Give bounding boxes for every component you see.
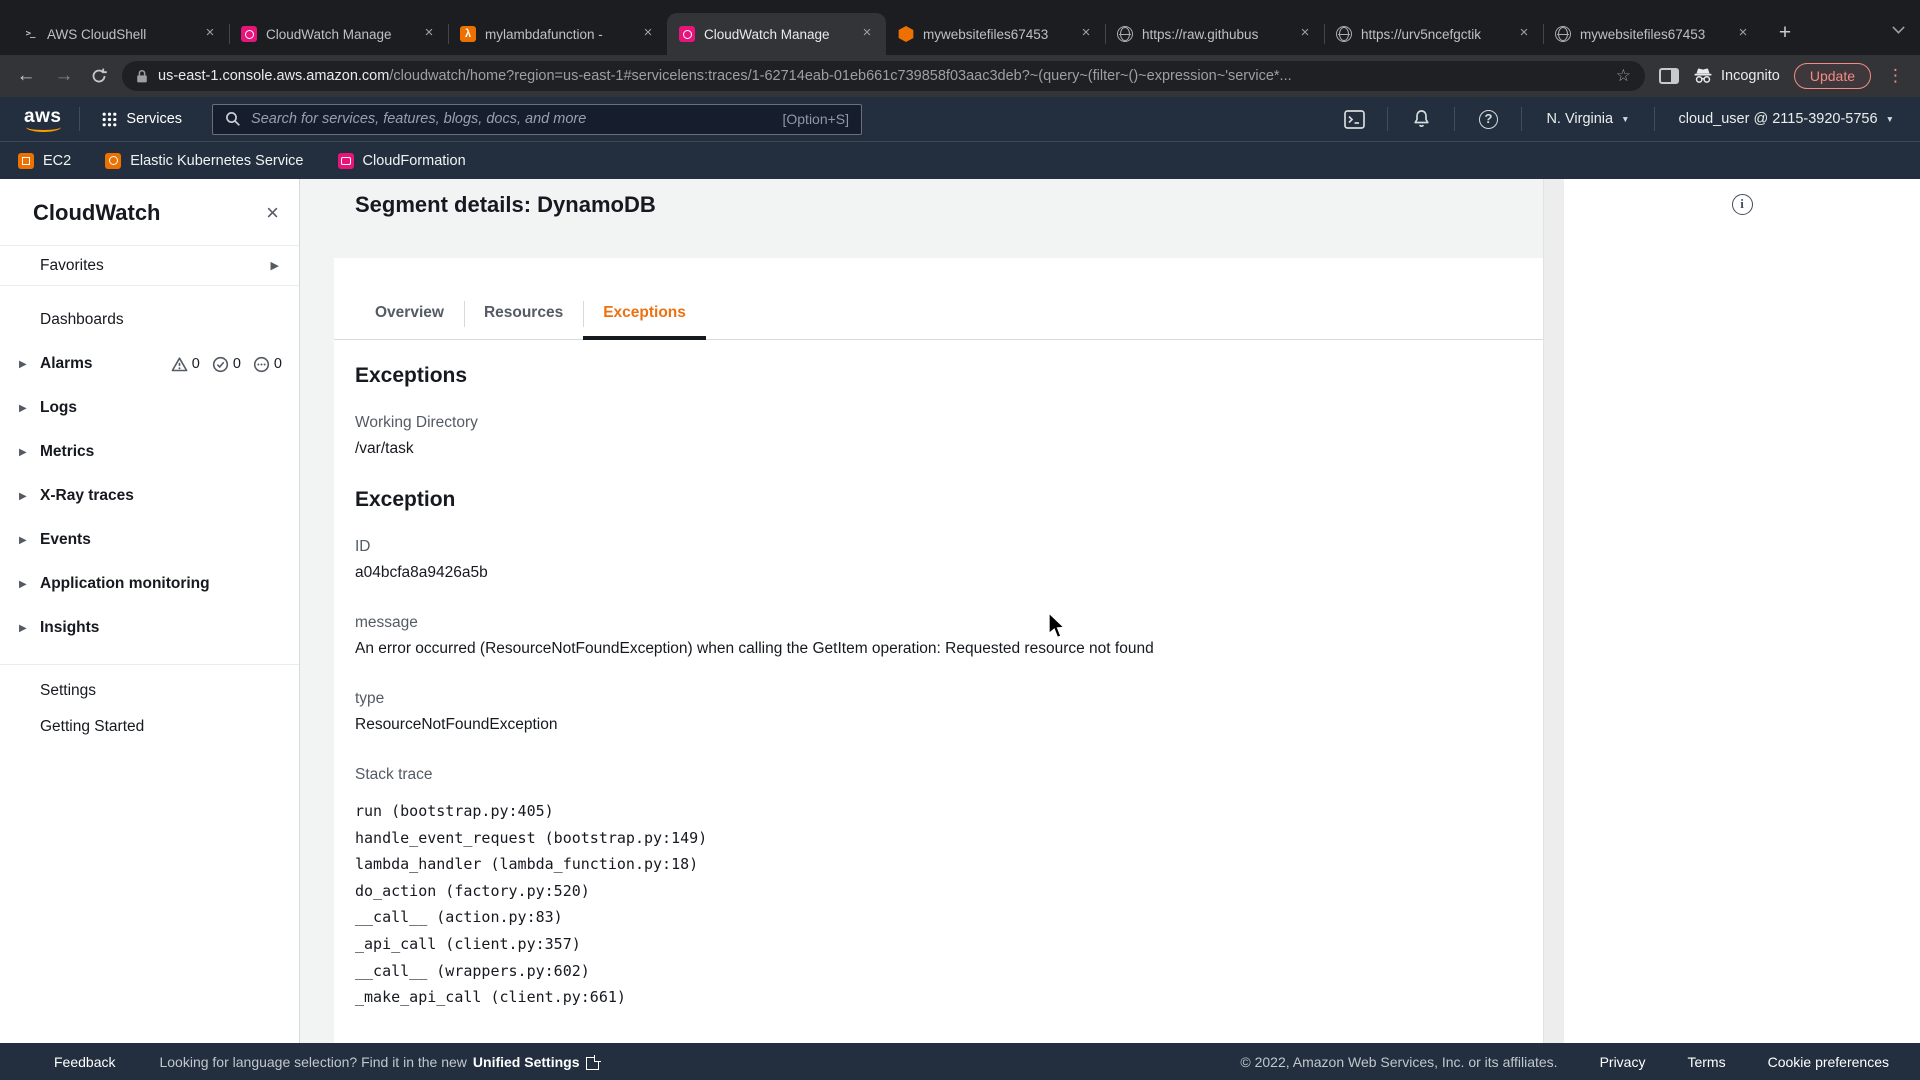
vertical-scrollbar[interactable] [1543,179,1563,1043]
cloudshell-icon[interactable] [1335,110,1373,129]
tab-close-icon[interactable]: × [424,24,434,41]
sidebar-item-getting-started[interactable] [0,709,299,745]
cloudwatch-favicon-icon [679,26,695,42]
notifications-bell-icon[interactable] [1402,109,1440,129]
lambda-favicon-icon: λ [460,26,476,42]
footer-link-terms[interactable]: Terms [1687,1053,1726,1070]
tab-exceptions[interactable]: Exceptions [583,291,706,339]
browser-tab-mywebsitefiles67453[interactable] [1543,13,1762,55]
browser-tab-mywebsitefiles67453[interactable] [886,13,1105,55]
alarm-status-badges [171,356,282,373]
alarm-badge-check-circle [212,356,241,373]
address-bar[interactable] [122,61,1645,91]
sidebar-nav-list [0,298,299,650]
message-label: message [355,614,418,631]
exception-id-value: a04bcfa8a9426a5b [355,564,488,581]
stack-trace-line: __call__ (action.py:83) [355,908,563,927]
chevron-down-icon: ▼ [1621,114,1630,124]
browser-toolbar [0,55,1920,97]
sidebar-item-label: Settings [40,682,97,699]
tab-title: mywebsitefiles67453 [1580,26,1706,42]
divider [1387,107,1388,131]
tab-close-icon[interactable]: × [643,24,653,41]
search-icon [225,111,241,127]
bucket-favicon-icon [898,26,914,42]
alarm-count: 0 [232,356,241,372]
browser-tab-cloudwatch-manage[interactable] [229,13,448,55]
tab-title: https://raw.githubus [1142,26,1259,42]
account-label: cloud_user @ 2115-3920-5756 [1678,111,1878,127]
tab-search-chevron-icon[interactable] [1892,20,1904,32]
sidebar-item-label: Application monitoring [40,575,210,592]
close-icon[interactable]: × [266,200,279,225]
unified-settings-link[interactable]: Unified Settings [472,1053,580,1070]
tab-close-icon[interactable]: × [862,24,872,41]
stack-trace-line: do_action (factory.py:520) [355,881,590,900]
tab-title: mywebsitefiles67453 [923,26,1049,42]
tab-title: mylambdafunction - [485,26,603,42]
stack-trace-line: lambda_handler (lambda_function.py:18) [355,855,699,874]
tab-overview[interactable]: Overview [375,304,444,321]
feedback-link[interactable]: Feedback [54,1053,116,1070]
favorites-label: Favorites [40,256,104,274]
url-path: /cloudwatch/home?region=us-east-1#servicelens:traces/1-62714eab-01eb661c739858f03aac3deb?~(query~(filter~()~expression~'service*... [389,68,1292,84]
divider [1454,107,1455,131]
tab-title: https://urv5ncefgctik [1361,26,1482,42]
favorites-bar-label: CloudFormation [362,152,466,169]
browser-menu-icon[interactable]: ⋮ [1887,66,1904,85]
page-body [0,179,1920,1043]
tab-close-icon[interactable]: × [205,24,215,41]
eks-icon [105,153,121,169]
forward-icon[interactable]: → [54,65,74,86]
alarm-badge-warning-triangle [171,356,200,373]
tab-close-icon[interactable]: × [1738,24,1748,41]
tab-list [10,13,1762,55]
info-panel-strip [1563,179,1920,1043]
browser-tab-mylambdafunction[interactable] [448,13,667,55]
sidebar-item-dashboards[interactable] [0,298,299,342]
expand-caret-icon[interactable]: ▶ [19,402,27,414]
sidebar-item-events[interactable] [0,518,299,562]
lock-icon [136,69,148,84]
ec2-icon [18,153,34,169]
tab-resources[interactable]: Resources [464,291,583,339]
tab-close-icon[interactable]: × [1519,24,1529,41]
alarm-badge-ellipsis-circle [253,356,282,373]
sidebar-item-favorites[interactable] [0,245,299,286]
divider [1521,107,1522,131]
type-label: type [355,690,385,707]
sidebar-header [0,179,299,226]
browser-tab-https-raw-githubus[interactable] [1105,13,1324,55]
url-text [158,68,1606,84]
sidebar-item-alarms[interactable] [0,342,299,386]
aws-logo[interactable]: aws [24,106,62,127]
divider [1654,107,1655,131]
console-footer [0,1043,1920,1080]
type-value: ResourceNotFoundException [355,716,558,733]
stack-trace-line: run (bootstrap.py:405) [355,802,554,820]
search-shortcut: [Option+S] [782,111,850,127]
expand-caret-icon[interactable]: ▶ [19,622,27,634]
favorites-bar-item-ec2[interactable] [18,153,71,169]
tab-close-icon[interactable]: × [1300,24,1310,41]
new-tab-button[interactable]: + [1778,21,1792,44]
sidebar-item-label: Metrics [40,443,95,460]
check-circle-icon [212,356,229,373]
sidebar-item-x-ray-traces[interactable] [0,474,299,518]
favorites-bar-label: Elastic Kubernetes Service [130,152,304,169]
divider [0,664,299,665]
page-title: Segment details: DynamoDB [355,192,656,217]
divider [79,107,80,131]
alarm-count: 0 [191,356,200,372]
globe-favicon-icon [1117,26,1133,42]
sidebar-title: CloudWatch [33,200,161,225]
tab-title: CloudWatch Manage [704,26,830,42]
footer-link-cookie-preferences[interactable]: Cookie preferences [1767,1053,1889,1070]
cloudwatch-sidebar [0,179,300,1043]
sidebar-item-label: Getting Started [40,718,145,735]
warning-triangle-icon [171,356,188,373]
aws-console-nav [0,97,1920,141]
globe-favicon-icon [1336,26,1352,42]
alarm-count: 0 [273,356,282,372]
sidebar-item-application-monitoring[interactable] [0,562,299,606]
cloudwatch-favicon-icon [241,26,257,42]
favorites-bar-label: EC2 [43,152,72,169]
favorites-bar-item-cloudformation[interactable] [338,153,466,169]
language-hint-text: Looking for language selection? Find it in the new [159,1053,467,1070]
footer-link-privacy[interactable]: Privacy [1599,1053,1646,1070]
exceptions-heading: Exceptions [355,364,468,387]
working-directory-label: Working Directory [355,414,478,431]
grid-icon [102,112,117,127]
footer-right [1240,1054,1889,1070]
globe-favicon-icon [1555,26,1571,42]
side-panel-icon[interactable] [1659,68,1679,84]
message-value: An error occurred (ResourceNotFoundException) when calling the GetItem operation: Requested resource not found [355,640,1154,657]
sidebar-item-logs[interactable] [0,386,299,430]
back-icon[interactable]: ← [16,65,36,86]
region-label: N. Virginia [1546,111,1614,127]
chevron-right-icon: ▶ [270,260,279,272]
bookmark-star-icon[interactable]: ☆ [1615,66,1631,85]
stack-trace-label: Stack trace [355,766,433,783]
sidebar-item-settings[interactable] [0,673,299,709]
copyright-text: © 2022, Amazon Web Services, Inc. or its affiliates. [1240,1053,1558,1070]
expand-caret-icon[interactable]: ▶ [19,358,27,370]
sidebar-item-label: X-Ray traces [40,487,134,504]
sidebar-item-label: Insights [40,619,100,636]
console-favorites-bar [0,141,1920,179]
sidebar-item-metrics[interactable] [0,430,299,474]
expand-caret-icon[interactable]: ▶ [19,534,27,546]
browser-tab-cloudwatch-manage[interactable] [667,13,886,55]
nav-right-controls [1335,107,1904,131]
tab-title: AWS CloudShell [47,26,147,42]
expand-caret-icon[interactable]: ▶ [19,446,27,458]
sidebar-item-label: Dashboards [40,311,124,328]
footer-links [1600,1054,1889,1070]
search-placeholder: Search for services, features, blogs, docs, and more [251,111,587,127]
favorites-bar-item-elastic-kubernetes-service[interactable] [105,153,303,169]
browser-tab-aws-cloudshell[interactable] [10,13,229,55]
cloudshell-favicon-icon: >_ [25,29,35,39]
working-directory-value: /var/task [355,440,414,457]
incognito-icon [1693,66,1713,86]
tab-title: CloudWatch Manage [266,26,392,42]
sidebar-footer-list [0,673,299,745]
stack-trace-line: handle_event_request (bootstrap.py:149) [355,828,708,847]
sidebar-item-label: Events [40,531,91,548]
services-label: Services [126,111,183,127]
reload-icon[interactable] [90,67,108,85]
info-icon[interactable]: i [1732,194,1753,215]
stack-trace-line: __call__ (wrappers.py:602) [355,961,590,980]
stack-trace-line: _make_api_call (client.py:661) [355,988,626,1007]
cloudformation-icon [338,153,354,169]
exception-heading: Exception [355,488,456,511]
stack-trace-line: _api_call (client.py:357) [355,934,581,953]
sidebar-item-label: Alarms [40,355,93,372]
browser-tab-https-urv5ncefgctik[interactable] [1324,13,1543,55]
chevron-down-icon: ▼ [1885,114,1894,124]
account-menu[interactable] [1669,111,1905,127]
services-menu[interactable] [94,105,190,133]
tab-close-icon[interactable]: × [1081,24,1091,41]
update-button[interactable]: Update [1794,63,1871,89]
incognito-badge [1693,66,1780,86]
console-search-input[interactable] [212,104,862,135]
sidebar-item-label: Logs [40,399,78,416]
expand-caret-icon[interactable]: ▶ [19,490,27,502]
help-icon[interactable]: ? [1469,110,1507,129]
exception-id-label: ID [355,538,371,555]
browser-tab-strip [0,0,1920,55]
region-selector[interactable] [1536,111,1639,127]
incognito-label: Incognito [1720,68,1780,84]
ellipsis-circle-icon [253,356,270,373]
url-host: us-east-1.console.aws.amazon.com [158,68,390,84]
sidebar-item-insights[interactable] [0,606,299,650]
expand-caret-icon[interactable]: ▶ [19,578,27,590]
external-link-icon [586,1057,599,1070]
